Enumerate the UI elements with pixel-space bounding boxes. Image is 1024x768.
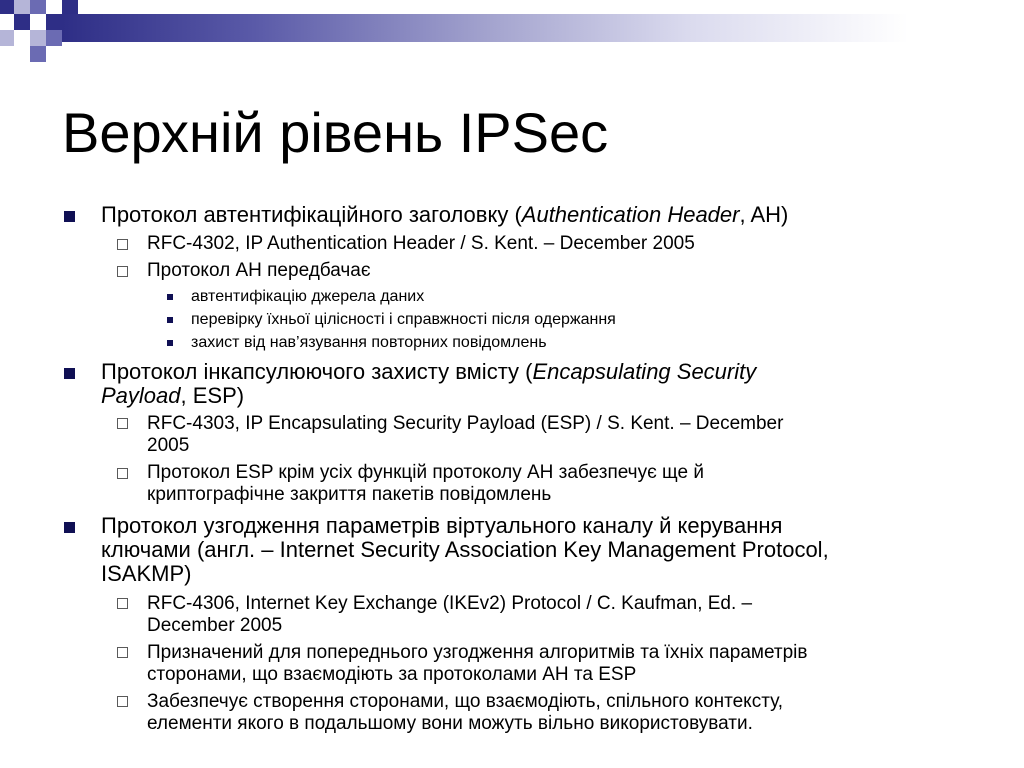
ah-italic: Authentication Header <box>521 202 740 227</box>
bullet-esp-cont <box>101 384 981 408</box>
esp-rfc-line: RFC-4303, IP Encapsulating Security Payload (ESP) / S. Kent. – December <box>147 413 784 434</box>
isakmp-purpose-line: сторонами, що взаємодіють за протоколами AH та ESP <box>147 664 637 685</box>
deco-square <box>62 0 78 14</box>
bullet-ah <box>101 203 981 227</box>
esp-rfc-line: 2005 <box>147 435 190 456</box>
ah-sub-item: автентифікацію джерела даних <box>191 288 425 305</box>
ah-text: Протокол автентифікаційного заголовку ( <box>101 202 522 227</box>
esp-func-line: Протокол ESP крім усіх функцій протоколу AH забезпечує ще й <box>147 462 704 483</box>
ah-sub-item: перевірку їхньої цілісності і справжності після одержання <box>191 311 616 328</box>
isakmp-purpose <box>147 642 937 686</box>
bullet-hollow-icon <box>117 647 128 658</box>
esp-italic-cont: Payload <box>101 383 181 408</box>
esp-text-end: , ESP) <box>180 383 245 408</box>
bullet-esp <box>101 360 981 384</box>
bullet-small-square-icon <box>167 317 173 323</box>
esp-functions <box>147 462 937 506</box>
deco-square <box>46 14 62 30</box>
esp-rfc <box>147 413 937 457</box>
ah-sub-item: захист від нав’язування повторних повідомлень <box>191 334 547 351</box>
esp-italic: Encapsulating Security <box>532 359 757 384</box>
bullet-hollow-icon <box>117 266 128 277</box>
isakmp-context-line: Забезпечує створення сторонами, що взаємодіють, спільного контексту, <box>147 691 783 712</box>
bullet-square-icon <box>64 368 75 379</box>
deco-square <box>46 30 62 46</box>
isakmp-context-line: елементи якого в подальшому вони можуть вільно використовувати. <box>147 713 753 734</box>
deco-square <box>0 0 14 14</box>
isakmp-rfc <box>147 593 937 637</box>
deco-square <box>30 0 46 14</box>
esp-func-line: криптографічне закриття пакетів повідомлень <box>147 484 552 505</box>
deco-square <box>0 30 14 46</box>
esp-text: Протокол інкапсулюючого захисту вмісту ( <box>101 359 533 384</box>
isakmp-context <box>147 691 937 735</box>
isakmp-line: ключами (англ. – Internet Security Association Key Management Protocol, <box>101 537 829 562</box>
slide-title: Верхній рівень IPSec <box>62 101 609 164</box>
bullet-square-icon <box>64 211 75 222</box>
ah-provides: Протокол AH передбачає <box>147 260 371 281</box>
isakmp-rfc-line: December 2005 <box>147 615 283 636</box>
bullet-hollow-icon <box>117 468 128 479</box>
bullet-hollow-icon <box>117 239 128 250</box>
isakmp-rfc-line: RFC-4306, Internet Key Exchange (IKEv2) Protocol / C. Kaufman, Ed. – <box>147 593 753 614</box>
bullet-isakmp <box>101 514 981 586</box>
bullet-small-square-icon <box>167 294 173 300</box>
bullet-hollow-icon <box>117 418 128 429</box>
bullet-hollow-icon <box>117 696 128 707</box>
deco-square <box>30 46 46 62</box>
bullet-small-square-icon <box>167 340 173 346</box>
isakmp-purpose-line: Призначений для попереднього узгодження алгоритмів та їхніх параметрів <box>147 642 808 663</box>
isakmp-line: ISAKMP) <box>101 561 192 586</box>
deco-square <box>14 14 30 30</box>
bullet-hollow-icon <box>117 598 128 609</box>
deco-square <box>14 0 30 14</box>
deco-square <box>30 30 46 46</box>
bullet-square-icon <box>64 522 75 533</box>
ah-text-end: , AH) <box>739 202 789 227</box>
ah-rfc: RFC-4302, IP Authentication Header / S. Kent. – December 2005 <box>147 233 695 254</box>
isakmp-line: Протокол узгодження параметрів віртуального каналу й керування <box>101 513 783 538</box>
header-gradient-bar <box>62 14 1024 42</box>
